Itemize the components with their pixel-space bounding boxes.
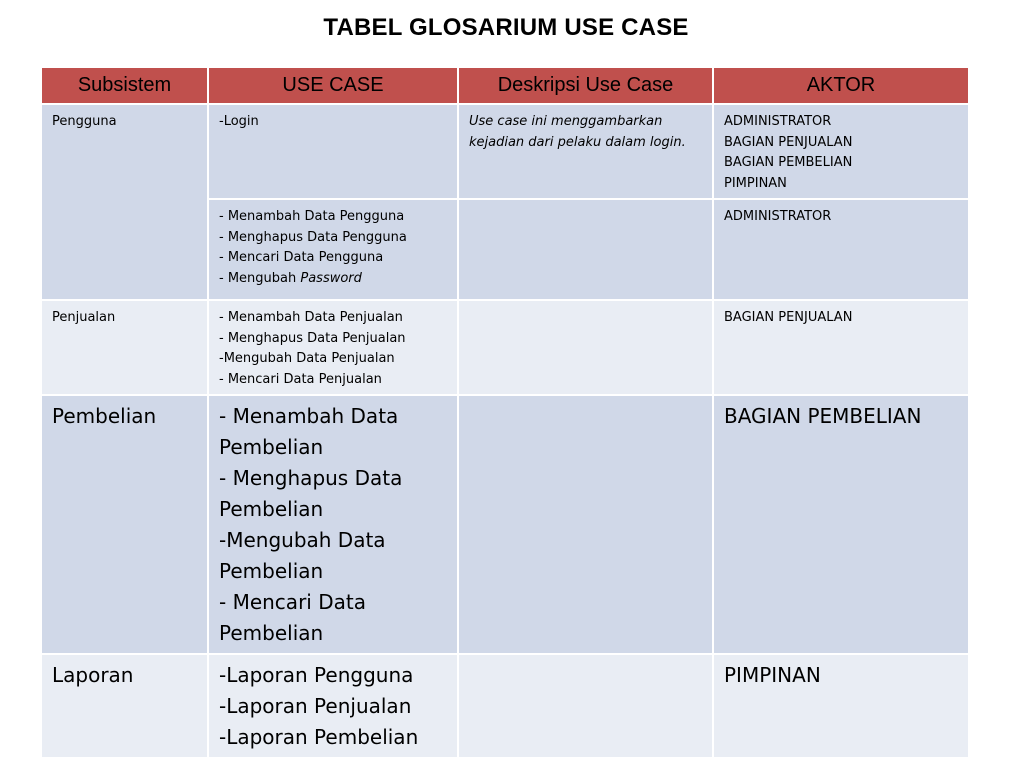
usecase-item: - Mencari Data Pembelian (219, 590, 366, 645)
usecase-item: -Laporan Pembelian (219, 725, 419, 749)
cell-aktor-penjualan (713, 300, 969, 395)
usecase-item: - Menambah Data Pengguna (219, 209, 405, 224)
cell-usecase-penjualan (208, 300, 458, 395)
cell-usecase-laporan (208, 654, 458, 758)
cell-usecase-login (208, 104, 458, 199)
table-row-pengguna-login (41, 104, 969, 199)
cell-aktor-laporan (713, 654, 969, 758)
usecase-item-italic: Password (300, 270, 362, 286)
cell-subsistem-penjualan: Penjualan (41, 300, 208, 395)
usecase-item: - Menghapus Data Pembelian (219, 466, 403, 521)
usecase-item: - Mencari Data Pengguna (219, 250, 384, 265)
cell-subsistem-pengguna: Pengguna (41, 104, 208, 300)
cell-deskripsi-penjualan (458, 300, 713, 395)
table-header-row (41, 67, 969, 104)
glossary-table (40, 66, 970, 759)
actor-item: PIMPINAN (724, 663, 821, 687)
usecase-item: - Menghapus Data Penjualan (219, 330, 406, 346)
cell-aktor-pengguna (713, 199, 969, 300)
usecase-item-prefix: - Mengubah (219, 270, 301, 286)
cell-deskripsi-laporan (458, 654, 713, 758)
usecase-item: -Laporan Pengguna (219, 663, 414, 687)
table-row-penjualan (41, 300, 969, 395)
table-row-pembelian (41, 395, 969, 654)
usecase-item: - Menambah Data Pembelian (219, 404, 399, 459)
actor-item: BAGIAN PEMBELIAN (724, 155, 853, 170)
cell-usecase-pengguna (208, 199, 458, 300)
usecase-item: -Laporan Penjualan (219, 694, 412, 718)
cell-subsistem-laporan: Laporan (41, 654, 208, 758)
usecase-item: -Login (219, 114, 259, 129)
cell-deskripsi-login (458, 104, 713, 199)
cell-usecase-pembelian (208, 395, 458, 654)
page-title: TABEL GLOSARIUM USE CASE (323, 14, 689, 41)
actor-item: BAGIAN PENJUALAN (724, 134, 853, 150)
header-use-case: USE CASE (208, 67, 458, 104)
actor-item: BAGIAN PEMBELIAN (724, 404, 922, 428)
actor-item: PIMPINAN (724, 175, 787, 191)
actor-item: ADMINISTRATOR (724, 209, 832, 224)
cell-deskripsi-pengguna (458, 199, 713, 300)
header-deskripsi: Deskripsi Use Case (458, 67, 713, 104)
usecase-item: -Mengubah Data Penjualan (219, 351, 395, 366)
usecase-item (219, 269, 447, 290)
usecase-item: - Menambah Data Penjualan (219, 310, 403, 325)
usecase-item: - Menghapus Data Pengguna (219, 229, 407, 245)
cell-deskripsi-pembelian (458, 395, 713, 654)
actor-item: ADMINISTRATOR (724, 114, 832, 129)
header-aktor: AKTOR (713, 67, 969, 104)
cell-aktor-login (713, 104, 969, 199)
header-subsistem: Subsistem (41, 67, 208, 104)
actor-item: BAGIAN PENJUALAN (724, 310, 853, 325)
usecase-description: Use case ini menggambarkan kejadian dari pelaku dalam login. (469, 114, 686, 150)
table-row-laporan (41, 654, 969, 758)
usecase-item: -Mengubah Data Pembelian (219, 528, 386, 583)
cell-aktor-pembelian (713, 395, 969, 654)
usecase-item: - Mencari Data Penjualan (219, 371, 382, 387)
cell-subsistem-pembelian: Pembelian (41, 395, 208, 654)
